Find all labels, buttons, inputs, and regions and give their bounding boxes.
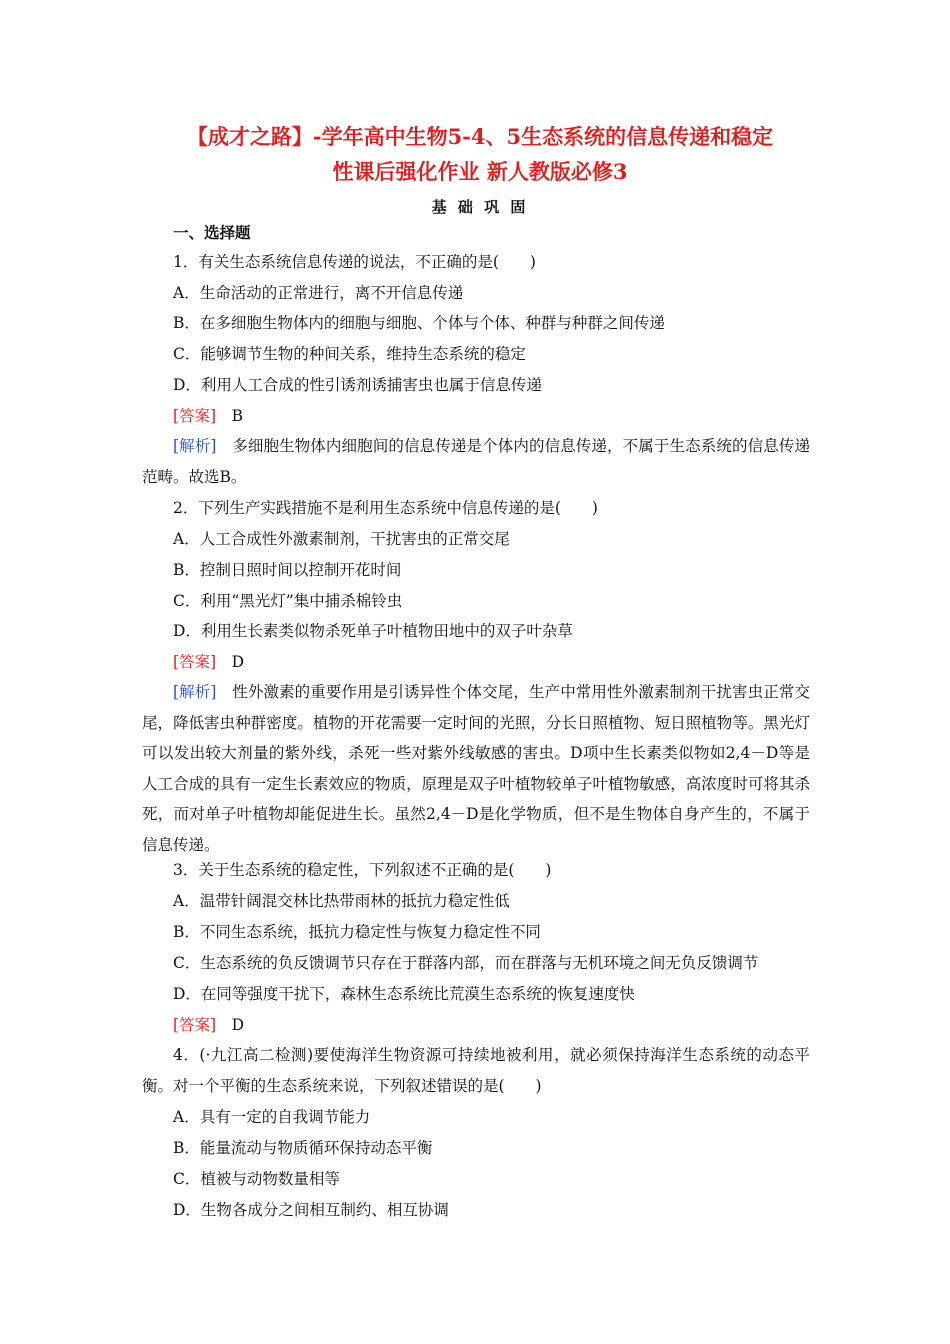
question-1-option-a: A．生命活动的正常进行，离不开信息传递 [173, 284, 464, 302]
section-subheading: 基 础 巩 固 [431, 198, 529, 216]
question-1-option-b: B．在多细胞生物体内的细胞与细胞、个体与个体、种群与种群之间传递 [173, 314, 665, 332]
question-2-analysis [142, 677, 810, 860]
analysis-tag: [解析] [173, 683, 217, 701]
question-2-stem: 2．下列生产实践措施不是利用生态系统中信息传递的是( ) [173, 499, 598, 517]
question-2-option-b: B．控制日照时间以控制开花时间 [173, 561, 402, 579]
question-4-option-c: C．植被与动物数量相等 [173, 1170, 340, 1188]
document-title-line-2: 性课后强化作业 新人教版必修3 [332, 159, 628, 184]
question-4-option-a: A．具有一定的自我调节能力 [173, 1108, 371, 1126]
question-3-option-b: B．不同生态系统，抵抗力稳定性与恢复力稳定性不同 [173, 923, 541, 941]
answer-tag: [答案] [173, 653, 217, 671]
question-1-analysis [142, 431, 810, 492]
question-2-option-d: D．利用生长素类似物杀死单子叶植物田地中的双子叶杂草 [173, 622, 573, 640]
answer-value: B [231, 407, 244, 425]
question-4-option-d: D．生物各成分之间相互制约、相互协调 [173, 1201, 449, 1219]
analysis-text: 性外激素的重要作用是引诱异性个体交尾，生产中常用性外激素制剂干扰害虫正常交尾，降低害虫种群密度。植物的开花需要一定时间的光照，分长日照植物、短日照植物等。黑光灯可以发出较大剂量的紫外线，杀死一些对紫外线敏感的害虫。D项中生长素类似物如2,4－D等是人工合成的具有一定生长素效应的物质，原理是双子叶植物较单子叶植物敏感，高浓度时可将其杀死，而对单子叶植物却能促进生长。虽然2,4－D是化学物质，但不是生物体自身产生的，不属于信息传递。 [142, 683, 810, 854]
question-3-option-d: D．在同等强度干扰下，森林生态系统比荒漠生态系统的恢复速度快 [173, 985, 635, 1003]
question-3-stem: 3．关于生态系统的稳定性，下列叙述不正确的是( ) [173, 861, 552, 879]
analysis-text: 多细胞生物体内细胞间的信息传递是个体内的信息传递，不属于生态系统的信息传递范畴。故选B。 [142, 437, 810, 486]
question-4-stem: 4．(·九江高二检测)要使海洋生物资源可持续地被利用，就必须保持海洋生态系统的动态平衡。对一个平衡的生态系统来说，下列叙述错误的是( ) [142, 1046, 810, 1095]
question-4-option-b: B．能量流动与物质循环保持动态平衡 [173, 1139, 433, 1157]
document-title-line-1: 【成才之路】-学年高中生物5-4、5生态系统的信息传递和稳定 [186, 124, 774, 149]
question-2-answer [173, 651, 244, 673]
question-3-option-c: C．生态系统的负反馈调节只存在于群落内部，而在群落与无机环境之间无负反馈调节 [173, 954, 759, 972]
answer-value: D [231, 653, 245, 671]
question-1-stem: 1．有关生态系统信息传递的说法，不正确的是( ) [173, 253, 536, 271]
analysis-tag: [解析] [173, 437, 217, 455]
section-label: 一、选择题 [173, 223, 251, 242]
answer-value: D [231, 1016, 245, 1034]
answer-tag: [答案] [173, 1016, 217, 1034]
question-3-answer [173, 1014, 244, 1036]
question-2-option-a: A．人工合成性外激素制剂，干扰害虫的正常交尾 [173, 530, 510, 548]
question-2-option-c: C．利用“黑光灯”集中捕杀棉铃虫 [173, 592, 403, 610]
question-1-answer [173, 405, 243, 427]
question-1-option-c: C．能够调节生物的种间关系，维持生态系统的稳定 [173, 345, 526, 363]
question-1-option-d: D．利用人工合成的性引诱剂诱捕害虫也属于信息传递 [173, 376, 542, 394]
question-3-option-a: A．温带针阔混交林比热带雨林的抵抗力稳定性低 [173, 892, 510, 910]
answer-tag: [答案] [173, 407, 217, 425]
